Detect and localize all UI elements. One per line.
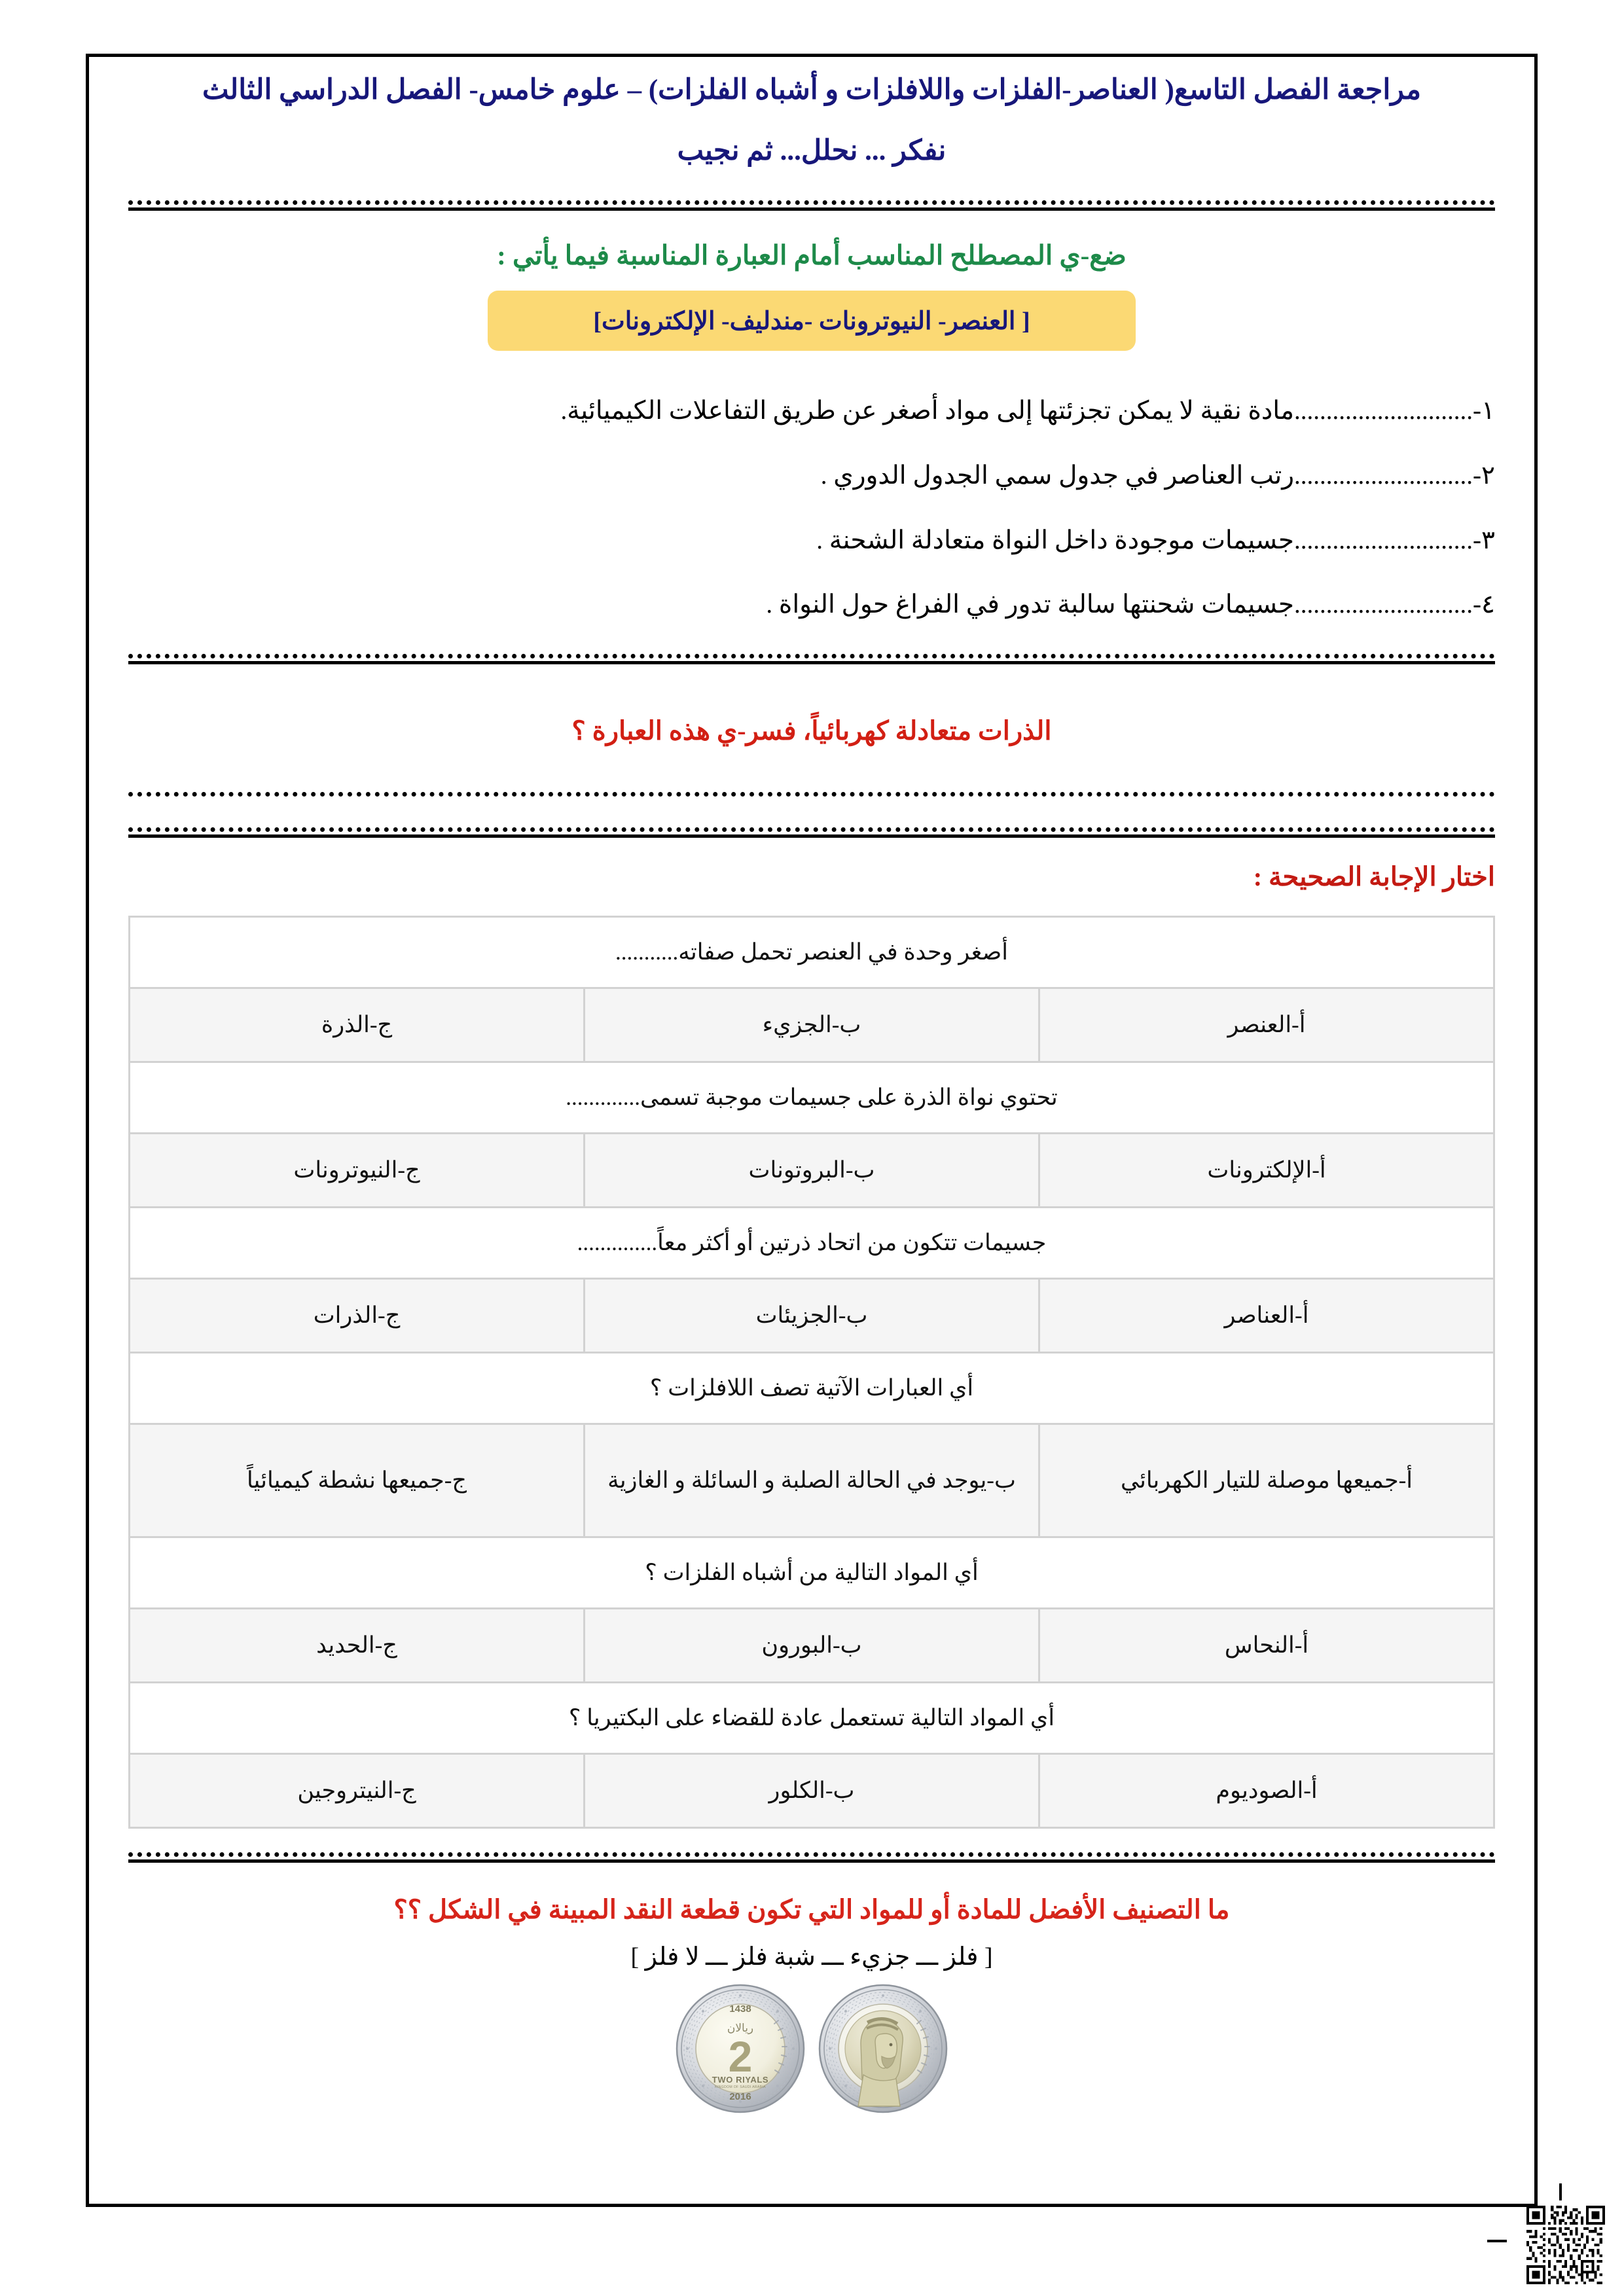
qr-code-icon [1526, 2206, 1605, 2284]
table-row [130, 1133, 1494, 1207]
coin-image-row [128, 1983, 1495, 2114]
divider-dotted-line [128, 792, 1495, 797]
table-row [130, 1062, 1494, 1133]
divider-solid-line [128, 1859, 1495, 1863]
divider-dotted-line [128, 1852, 1495, 1857]
worksheet-title-line-2: نفكر ... نحلل... ثم نجيب [677, 135, 947, 166]
table-row [130, 1608, 1494, 1682]
mcq-option-b[interactable]: ب-البورون [585, 1608, 1039, 1682]
answer-blank-dots[interactable]: ............................ [1294, 461, 1473, 490]
worksheet-title-line-1: مراجعة الفصل التاسع( العناصر-الفلزات واللافلزات و أشباه الفلزات) – علوم خامس- الفصل الدراسي الثالث [202, 75, 1422, 105]
divider-solid-line [128, 834, 1495, 838]
table-row [130, 1682, 1494, 1753]
divider-solid-line [128, 207, 1495, 211]
mcq-option-b[interactable]: ب-الجزيئات [585, 1278, 1039, 1352]
table-row [130, 1278, 1494, 1352]
coin-hijri-year: 1438 [729, 2003, 751, 2015]
table-row [130, 1537, 1494, 1608]
mcq-option-a[interactable]: أ-الصوديوم [1039, 1753, 1494, 1827]
coin-value-number: 2 [728, 2032, 753, 2081]
section-divider-header [128, 199, 1495, 212]
answer-blank-dots[interactable]: ............................ [1294, 590, 1473, 619]
fill-in-blank-item[interactable] [128, 524, 1495, 558]
mcq-option-b[interactable]: ب-الكلور [585, 1753, 1039, 1827]
saudi-two-riyal-coin-reverse-icon [675, 1983, 806, 2114]
section-divider-coin-top [128, 1851, 1495, 1864]
divider-dotted-line [128, 827, 1495, 832]
worksheet-content [89, 57, 1534, 2204]
crop-mark-vertical [1559, 2183, 1562, 2200]
wordbank-box: [ العنصر- النيوترونات -مندليف- الإلكترونات] [488, 291, 1136, 351]
mcq-question-prompt: أي العبارات الآتية تصف اللافلزات ؟ [130, 1352, 1494, 1424]
worksheet-page-border [86, 54, 1538, 2207]
mcq-table [128, 916, 1495, 1829]
divider-dotted-line [128, 654, 1495, 658]
mcq-option-b[interactable]: ب-الجزيء [585, 988, 1039, 1062]
mcq-option-a[interactable]: أ-النحاس [1039, 1608, 1494, 1682]
mcq-question-prompt: أصغر وحدة في العنصر تحمل صفاته........... [130, 916, 1494, 988]
terms-instruction: ضع-ي المصطلح المناسب أمام العبارة المناسبة فيما يأتي : [497, 240, 1127, 271]
mcq-question-prompt: أي المواد التالية تستعمل عادة للقضاء على البكتيريا ؟ [130, 1682, 1494, 1753]
item-text: رتب العناصر في جدول سمي الجدول الدوري . [820, 461, 1295, 490]
section-divider-explain-top [128, 653, 1495, 666]
coin-country-label: KINGDOM OF SAUDI ARABIA [715, 2085, 766, 2089]
explain-question: الذرات متعادلة كهربائياً، فسر-ي هذه العبارة ؟ [571, 715, 1052, 745]
mcq-option-a[interactable]: أ-العناصر [1039, 1278, 1494, 1352]
fill-in-blank-item[interactable] [128, 394, 1495, 429]
item-number: ٢- [1473, 461, 1495, 490]
item-text: جسيمات موجودة داخل النواة متعادلة الشحنة . [816, 526, 1295, 554]
mcq-option-b[interactable]: ب-البروتونات [585, 1133, 1039, 1207]
item-number: ١- [1473, 397, 1495, 425]
mcq-option-a[interactable]: أ-الإلكترونات [1039, 1133, 1494, 1207]
mcq-option-a[interactable]: أ-العنصر [1039, 988, 1494, 1062]
answer-blank-dots[interactable]: ............................ [1294, 526, 1473, 554]
coin-question: ما التصنيف الأفضل للمادة أو للمواد التي تكون قطعة النقد المبينة في الشكل ؟؟ [393, 1894, 1230, 1924]
item-text: جسيمات شحنتها سالبة تدور في الفراغ حول النواة . [766, 590, 1295, 619]
item-text: مادة نقية لا يمكن تجزئتها إلى مواد أصغر عن طريق التفاعلات الكيميائية. [560, 397, 1295, 425]
coin-arabic-denomination: ريالان [727, 2021, 754, 2034]
mcq-option-c[interactable]: ج-جميعها نشطة كيميائياً [130, 1424, 585, 1537]
explain-answer-line[interactable] [128, 791, 1495, 800]
table-row [130, 1424, 1494, 1537]
fill-in-blank-list [128, 394, 1495, 622]
mcq-option-c[interactable]: ج-الذرة [130, 988, 585, 1062]
mcq-question-prompt: أي المواد التالية من أشباه الفلزات ؟ [130, 1537, 1494, 1608]
mcq-option-c[interactable]: ج-النيتروجين [130, 1753, 585, 1827]
coin-value-label: TWO RIYALS [712, 2074, 769, 2085]
divider-solid-line [128, 661, 1495, 664]
table-row [130, 916, 1494, 988]
divider-dotted-line [128, 200, 1495, 205]
mcq-question-prompt: تحتوي نواة الذرة على جسيمات موجبة تسمى............. [130, 1062, 1494, 1133]
section-divider-mcq-top [128, 826, 1495, 839]
mcq-heading: اختار الإجابة الصحيحة : [1253, 861, 1495, 891]
answer-blank-dots[interactable]: ............................ [1294, 397, 1473, 425]
mcq-option-c[interactable]: ج-الحديد [130, 1608, 585, 1682]
mcq-question-prompt: جسيمات تتكون من اتحاد ذرتين أو أكثر معاً.............. [130, 1207, 1494, 1278]
table-row [130, 1352, 1494, 1424]
coin-answer-choices: [ فلز ـــ جزيء ـــ شبة فلز ـــ لا فلز ] [630, 1943, 993, 1971]
qr-code[interactable] [1526, 2206, 1605, 2284]
mcq-option-c[interactable]: ج-الذرات [130, 1278, 585, 1352]
mcq-option-a[interactable]: أ-جميعها موصلة للتيار الكهربائي [1039, 1424, 1494, 1537]
wordbank-container [128, 291, 1495, 351]
coin-gregorian-year: 2016 [729, 2090, 751, 2102]
fill-in-blank-item[interactable] [128, 459, 1495, 493]
table-row [130, 988, 1494, 1062]
crop-mark-horizontal [1487, 2240, 1507, 2242]
table-row [130, 1753, 1494, 1827]
mcq-option-c[interactable]: ج-النيوترونات [130, 1133, 585, 1207]
item-number: ٤- [1473, 590, 1495, 619]
saudi-two-riyal-coin-obverse-icon [818, 1983, 948, 2114]
mcq-option-b[interactable]: ب-يوجد في الحالة الصلبة و السائلة و الغازية [585, 1424, 1039, 1537]
table-row [130, 1207, 1494, 1278]
item-number: ٣- [1473, 526, 1495, 554]
fill-in-blank-item[interactable] [128, 588, 1495, 622]
